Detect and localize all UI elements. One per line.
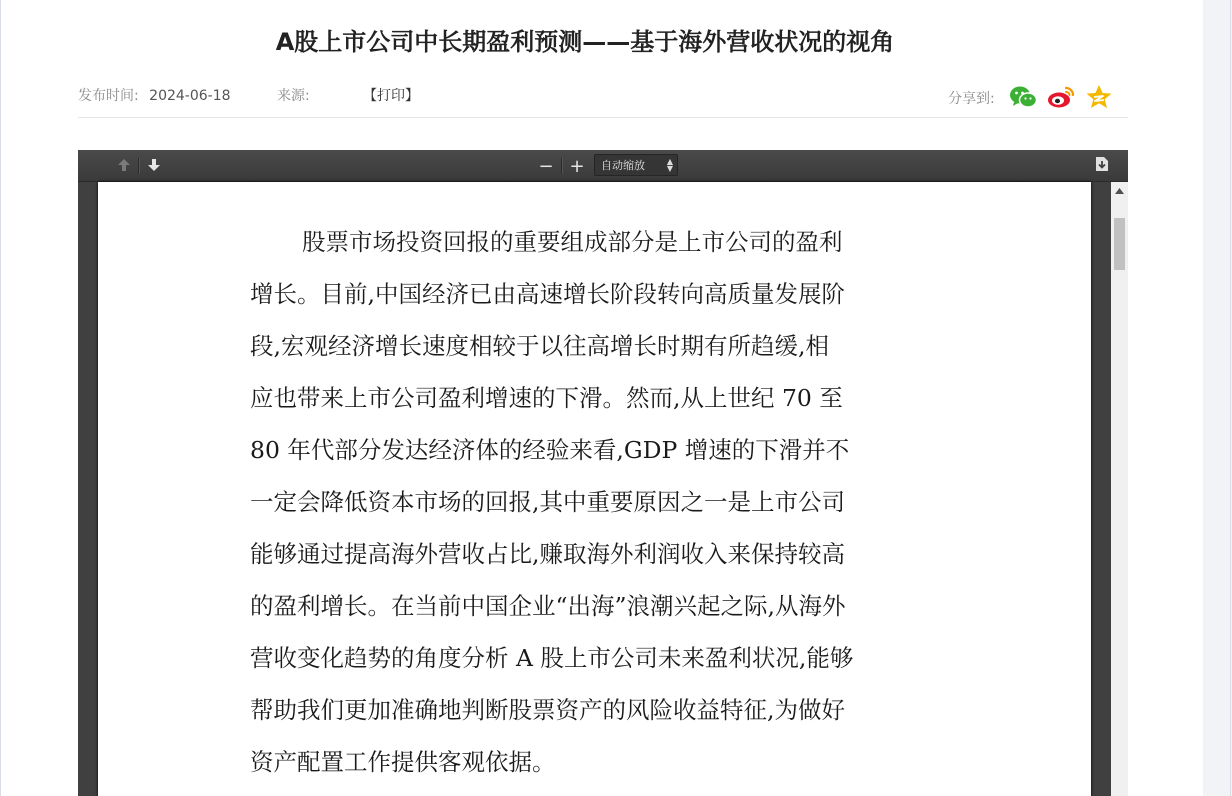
scrollbar-thumb[interactable]	[1114, 218, 1125, 270]
zoom-select[interactable]	[594, 154, 678, 176]
document-paragraph	[250, 216, 950, 788]
text-line: 80 年代部分发达经济体的经验来看,GDP 增速的下滑并不	[250, 436, 850, 464]
next-page-button[interactable]	[144, 155, 164, 177]
scroll-up-icon[interactable]	[1111, 182, 1128, 199]
text-line: 资产配置工作提供客观依据。	[250, 748, 556, 776]
wechat-icon[interactable]	[1008, 82, 1038, 112]
pdf-page	[98, 182, 1091, 796]
vertical-scrollbar[interactable]	[1111, 182, 1128, 796]
header-divider	[78, 117, 1128, 118]
publish-date: 2024-06-18	[149, 88, 231, 104]
source	[277, 85, 310, 105]
zoom-select-value: 自动缩放	[601, 159, 645, 172]
pdf-toolbar	[78, 150, 1128, 182]
text-line: 的盈利增长。在当前中国企业“出海”浪潮兴起之际,从海外	[250, 592, 846, 620]
text-line: 增长。目前,中国经济已由高速增长阶段转向高质量发展阶	[250, 280, 845, 308]
source-label: 来源:	[277, 88, 310, 104]
print-link[interactable]: 【打印】	[363, 88, 419, 104]
weibo-icon[interactable]	[1046, 82, 1076, 112]
pdf-viewer	[78, 150, 1128, 796]
select-caret-icon: ▲ ▼	[666, 157, 673, 173]
page-right-gutter	[1203, 0, 1232, 796]
share-label: 分享到:	[948, 91, 995, 107]
arrow-down-icon	[147, 157, 161, 176]
previous-page-button[interactable]	[114, 155, 134, 177]
text-line: 营收变化趋势的角度分析 A 股上市公司未来盈利状况,能够	[250, 644, 854, 672]
text-line: 段,宏观经济增长速度相较于以往高增长时期有所趋缓,相	[250, 332, 829, 360]
article-title: A股上市公司中长期盈利预测——基于海外营收状况的视角	[275, 28, 895, 56]
text-line: 股票市场投资回报的重要组成部分是上市公司的盈利	[302, 228, 843, 256]
zoom-in-button[interactable]: +	[569, 155, 585, 177]
qzone-icon[interactable]	[1084, 82, 1114, 112]
publish-time	[78, 85, 231, 105]
download-button[interactable]	[1092, 155, 1112, 177]
pdf-page-area	[78, 182, 1128, 796]
text-line: 帮助我们更加准确地判断股票资产的风险收益特征,为做好	[250, 696, 845, 724]
download-icon	[1095, 156, 1109, 176]
text-line: 一定会降低资本市场的回报,其中重要原因之一是上市公司	[250, 488, 845, 516]
share-icons	[1008, 82, 1114, 112]
text-line: 能够通过提高海外营收占比,赚取海外利润收入来保持较高	[250, 540, 845, 568]
toolbar-separator	[138, 158, 140, 174]
text-line: 应也带来上市公司盈利增速的下滑。然而,从上世纪 70 至	[250, 384, 843, 412]
toolbar-separator	[561, 158, 563, 174]
publish-label: 发布时间:	[78, 88, 139, 104]
zoom-out-button[interactable]: −	[538, 155, 554, 177]
arrow-up-icon	[117, 157, 131, 176]
